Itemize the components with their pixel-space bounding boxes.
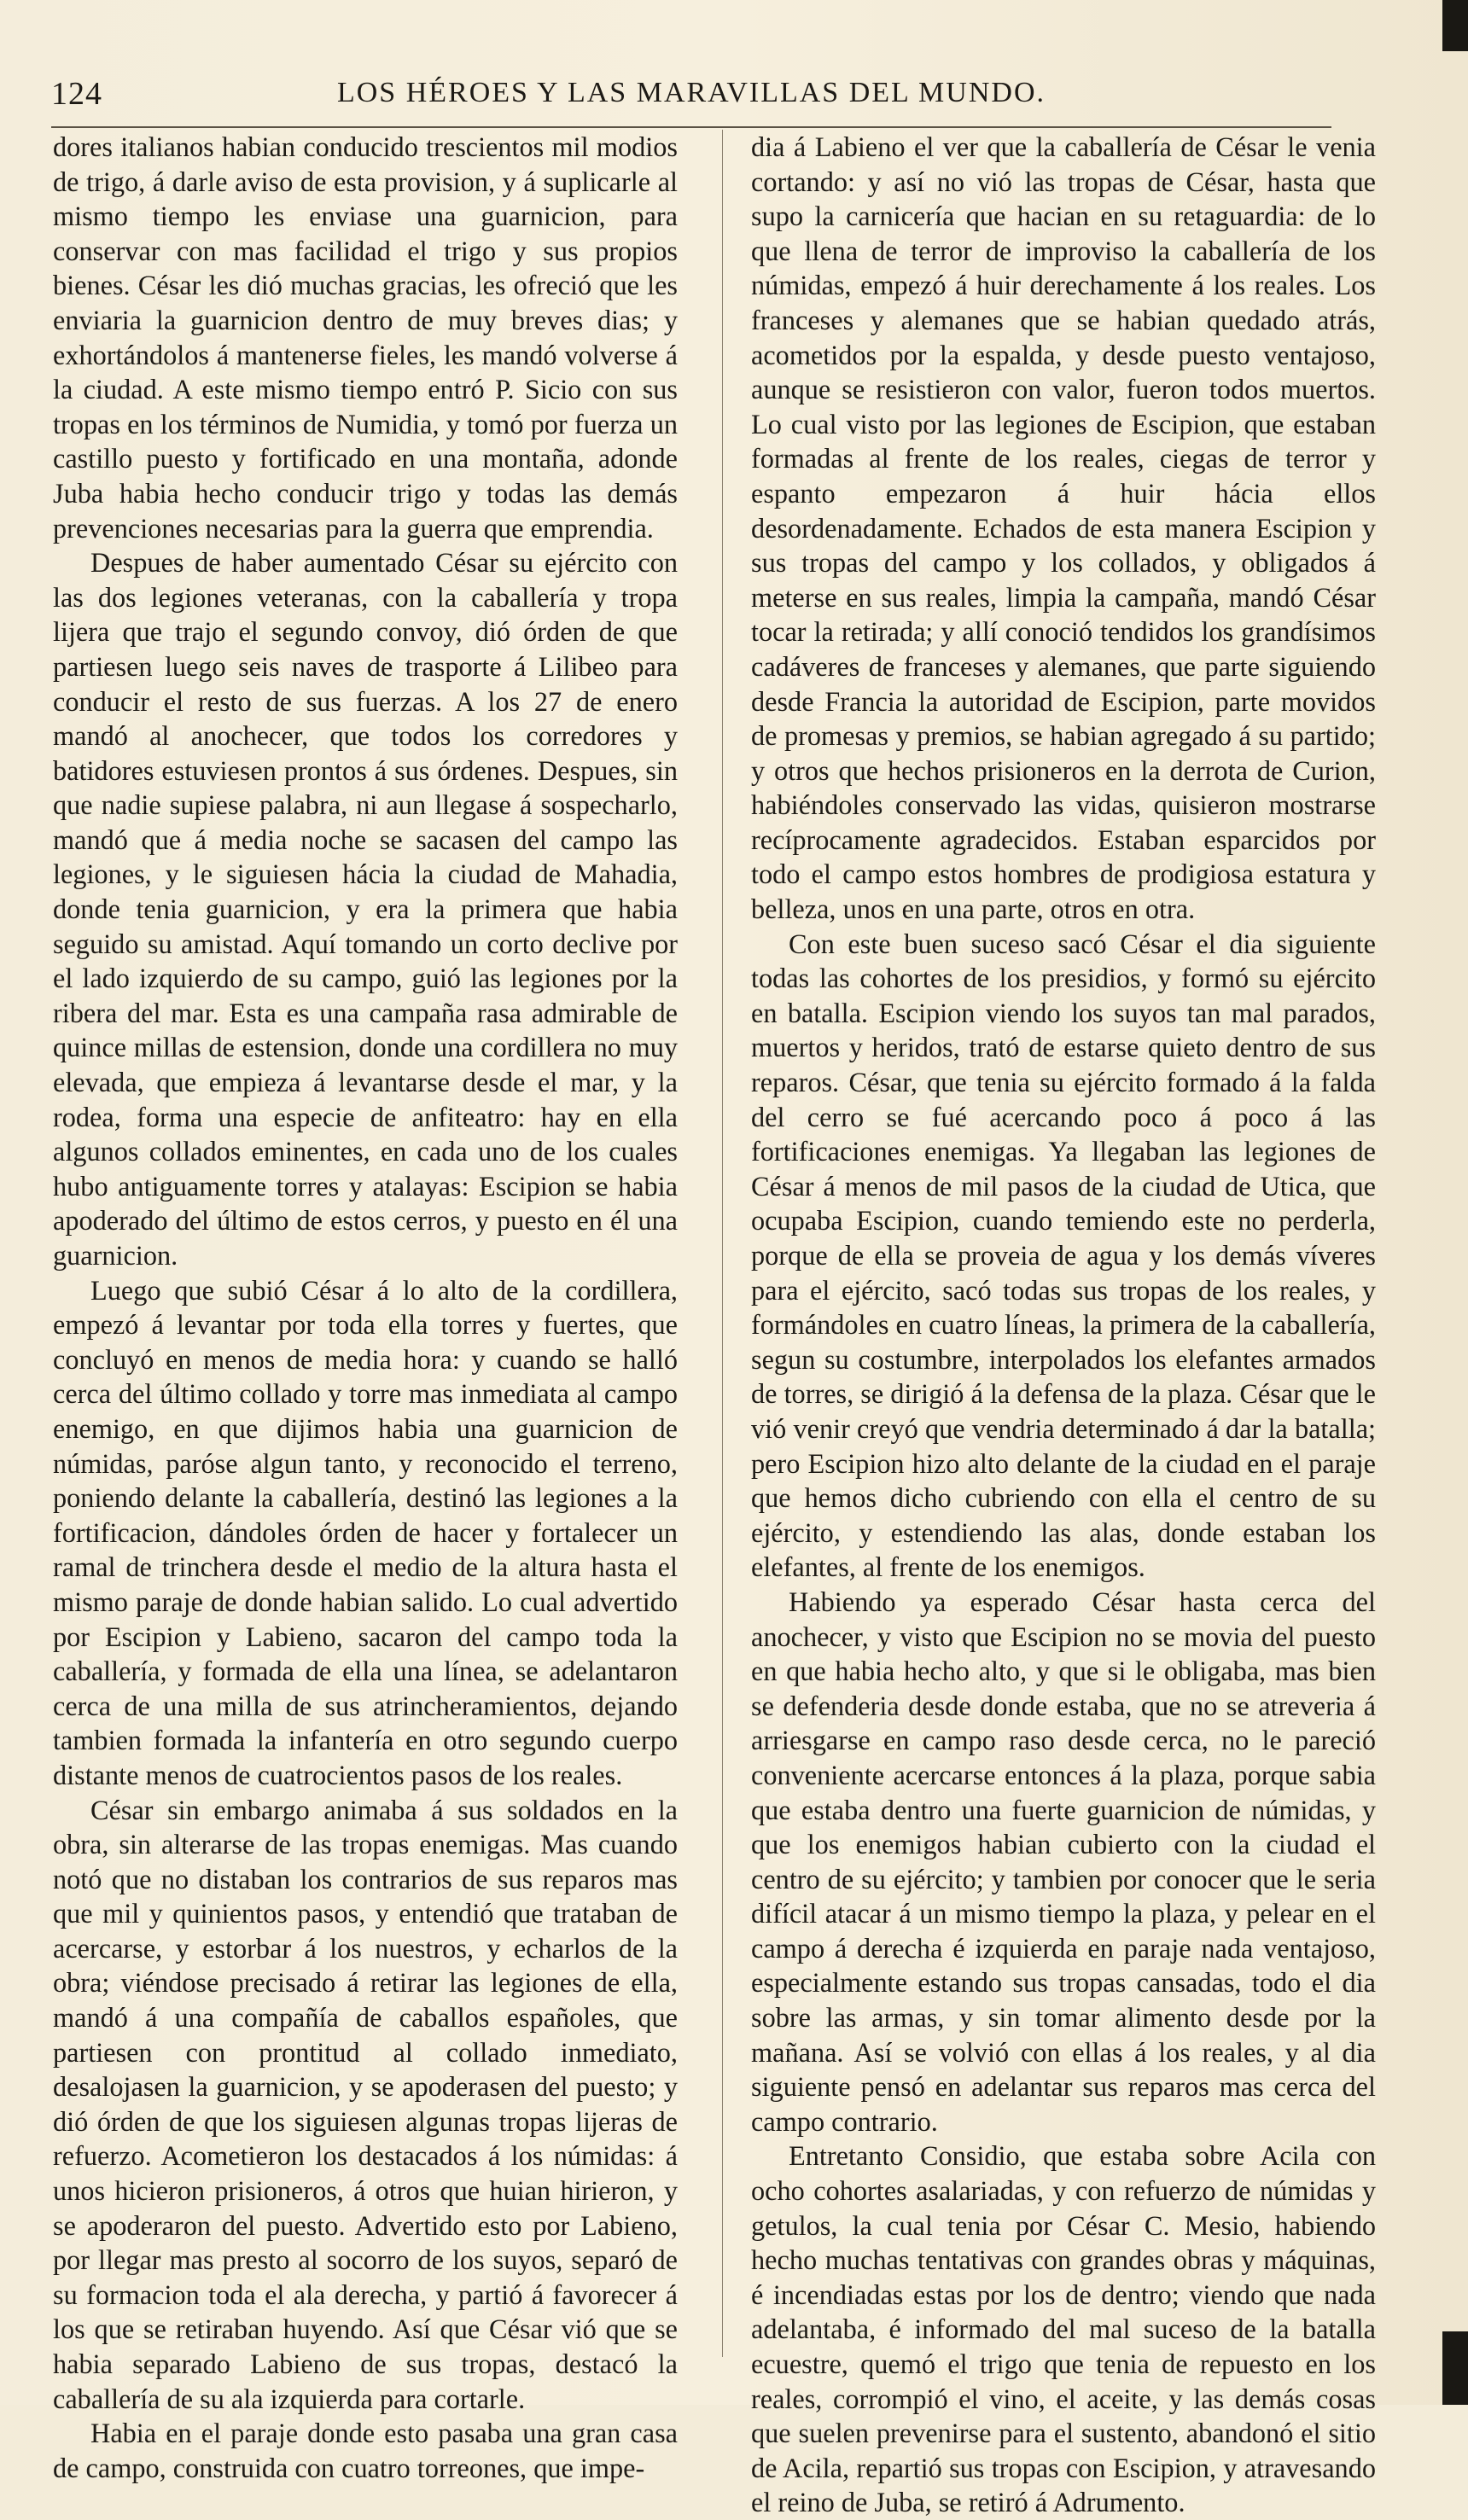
page-number: 124 — [51, 76, 102, 112]
paragraph: Habiendo ya esperado César hasta cerca del anochecer, y visto que Escipion no se movia del puesto en que habia hecho alto, y que si le obligaba, mas bien se defenderia desde donde estaba, que no se atreveria á arriesgarse en campo raso desde cerca, no le pareció conveniente acercarse entonces á la plaza, porque sabia que estaba dentro una fuerte guarnicion de númidas, y que los enemigos habian cubierto con la ciudad el centro de su ejército; y tambien por conocer que le seria difícil atacar á un mismo tiempo la plaza, y pelear en el campo á derecha é izquierda en paraje nada ventajoso, especialmente estando sus tropas cansadas, todo el dia sobre las armas, y sin tomar alimento desde por la mañana. Así se volvió con ellas á los reales, y al dia siguiente pensó en adelantar sus reparos mas cerca del campo contrario. — [751, 1586, 1376, 2137]
paragraph: dia á Labieno el ver que la caballería de César le venia cortando: y así no vió las tropas de César, hasta que supo la carnicería que hacian en su retaguardia: de lo que llena de terror de improviso la caballería de los númidas, empezó á huir derechamente á los reales. Los franceses y alemanes que se habian quedado atrás, acometidos por la espalda, y desde puesto ventajoso, aunque se resistieron con valor, fueron todos muertos. Lo cual visto por las legiones de Escipion, que estaban formadas al frente de los reales, ciegas de terror y espanto empezaron á huir hácia ellos desordenadamente. Echados de esta manera Escipion y sus tropas del campo y los collados, y obligados á meterse en sus reales, limpia la campaña, mandó César tocar la retirada; y allí conoció tendidos los grandísimos cadáveres de franceses y alemanes, que parte siguiendo desde Francia la autoridad de Escipion, parte movidos de promesas y premios, se habian agregado á su partido; y otros que hechos prisioneros en la derrota de Curion, habiéndoles conservado las vidas, quisieron mostrarse recíprocamente agradecidos. Estaban esparcidos por todo el campo estos hombres de prodigiosa estatura y belleza, unos en una parte, otros en otra. — [751, 131, 1376, 925]
paragraph: Entretanto Considio, que estaba sobre Acila con ocho cohortes asalariadas, y con refuerzo de númidas y getulos, la cual tenia por César C. Mesio, habiendo hecho muchas tentativas con grandes obras y máquinas, é incendiadas estas por los de dentro; viendo que nada adelantaba, é informado del mal suceso de la batalla ecuestre, quemó el trigo que tenia de repuesto en los reales, corrompió el vino, el aceite, y las demás cosas que suelen prevenirse para el sustento, abandonó el sitio de Acila, repartió sus tropas con Escipion, y atravesando el reino de Juba, se retiró á Adrumento. — [751, 2140, 1376, 2518]
paragraph: Despues de haber aumentado César su ejército con las dos legiones veteranas, con la caballería y tropa lijera que trajo el segundo convoy, dió órden de que partiesen luego seis naves de trasporte á Lilibeo para conducir el resto de sus fuerzas. A los 27 de enero mandó al anochecer, que todos los corredores y batidores estuviesen prontos á sus órdenes. Despues, sin que nadie supiese palabra, ni aun llegase á sospecharlo, mandó que á media noche se sacasen del campo las legiones, y le siguiesen hácia la ciudad de Mahadia, donde tenia guarnicion, y era la primera que habia seguido su amistad. Aquí tomando un corto declive por el lado izquierdo de su campo, guió las legiones por la ribera del mar. Esta es una campaña rasa admirable de quince millas de estension, donde una cordillera no muy elevada, que empieza á levantarse desde el mar, y la rodea, forma una especie de anfiteatro: hay en ella algunos collados eminentes, en cada uno de los cuales hubo antiguamente torres y atalayas: Escipion se habia apoderado del último de estos cerros, y puesto en él una guarnicion. — [53, 547, 678, 1271]
scan-edge-mark — [1442, 2331, 1468, 2405]
scan-edge-mark — [1442, 0, 1468, 51]
paragraph: Luego que subió César á lo alto de la cordillera, empezó á levantar por toda ella torres y fuertes, que concluyó en menos de media hora: y cuando se halló cerca del último collado y torre mas inmediata al campo enemigo, en que dijimos habia una guarnicion de númidas, paróse algun tanto, y reconocido el terreno, poniendo delante la caballería, destinó las legiones a la fortificacion, dándoles órden de hacer y fortalecer un ramal de trinchera desde el medio de la altura hasta el mismo paraje de donde habian salido. Lo cual advertido por Escipion y Labieno, sacaron del campo toda la caballería, y formada de ella una línea, se adelantaron cerca de una milla de sus atrincheramientos, dejando tambien formada la infantería en otro segundo cuerpo distante menos de cuatrocientos pasos de los reales. — [53, 1274, 678, 1790]
column-divider — [722, 130, 723, 2357]
right-column — [751, 130, 1376, 2518]
page-header — [51, 75, 1331, 123]
paragraph: Con este buen suceso sacó César el dia siguiente todas las cohortes de los presidios, y formó su ejército en batalla. Escipion viendo los suyos tan mal parados, muertos y heridos, trató de estarse quieto dentro de sus reparos. César, que tenia su ejército formado á la falda del cerro se fué acercando poco á poco á las fortificaciones enemigas. Ya llegaban las legiones de César á menos de mil pasos de la ciudad de Utica, que ocupaba Escipion, cuando temiendo este no perderla, porque de ella se proveia de agua y los demás víveres para el ejército, sacó todas sus tropas de los reales, y formándoles en cuatro líneas, la primera de la caballería, segun su costumbre, interpolados los elefantes armados de torres, se dirigió á la defensa de la plaza. César que le vió venir creyó que vendria determinado á dar la batalla; pero Escipion hizo alto delante de la ciudad en el paraje que hemos dicho cubriendo con ella el centro de su ejército, y estendiendo las alas, donde estaban los elefantes, al frente de los enemigos. — [751, 928, 1376, 1583]
paragraph: dores italianos habian conducido trescientos mil modios de trigo, á darle aviso de esta provision, y á suplicarle al mismo tiempo les enviase una guarnicion, para conservar con mas facilidad el trigo y sus propios bienes. César les dió muchas gracias, les ofreció que les enviaria la guarnicion dentro de muy breves dias; y exhortándolos á mantenerse fieles, les mandó volverse á la ciudad. A este mismo tiempo entró P. Sicio con sus tropas en los términos de Numidia, y tomó por fuerza un castillo puesto y fortificado en una montaña, adonde Juba habia hecho conducir trigo y todas las demás prevenciones necesarias para la guerra que emprendia. — [53, 131, 678, 544]
running-title: LOS HÉROES Y LAS MARAVILLAS DEL MUNDO. — [336, 77, 1046, 108]
header-rule — [51, 126, 1331, 128]
paragraph: César sin embargo animaba á sus soldados en la obra, sin alterarse de las tropas enemigas. Mas cuando notó que no distaban los contrarios de sus reparos mas que mil y quinientos pasos, y entendió que trataban de acercarse, y estorbar á los nuestros, y echarlos de la obra; viéndose precisado á retirar las legiones de ella, mandó á una compañía de caballos españoles, que partiesen con prontitud al collado inmediato, desalojasen la guarnicion, y se apoderasen del puesto; y dió órden de que los siguiesen algunas tropas lijeras de refuerzo. Acometieron los destacados á los númidas: á unos hicieron prisioneros, á otros que huian hirieron, y se apoderaron del puesto. Advertido esto por Labieno, por llegar mas presto al socorro de los suyos, separó de su formacion toda el ala derecha, y partió á favorecer á los que se retiraban huyendo. Así que César vió que se habia separado Labieno de sus tropas, destacó la caballería de su ala izquierda para cortarle. — [53, 1794, 678, 2414]
left-column — [53, 130, 678, 2483]
paragraph: Habia en el paraje donde esto pasaba una gran casa de campo, construida con cuatro torreones, que impe- — [53, 2418, 678, 2483]
